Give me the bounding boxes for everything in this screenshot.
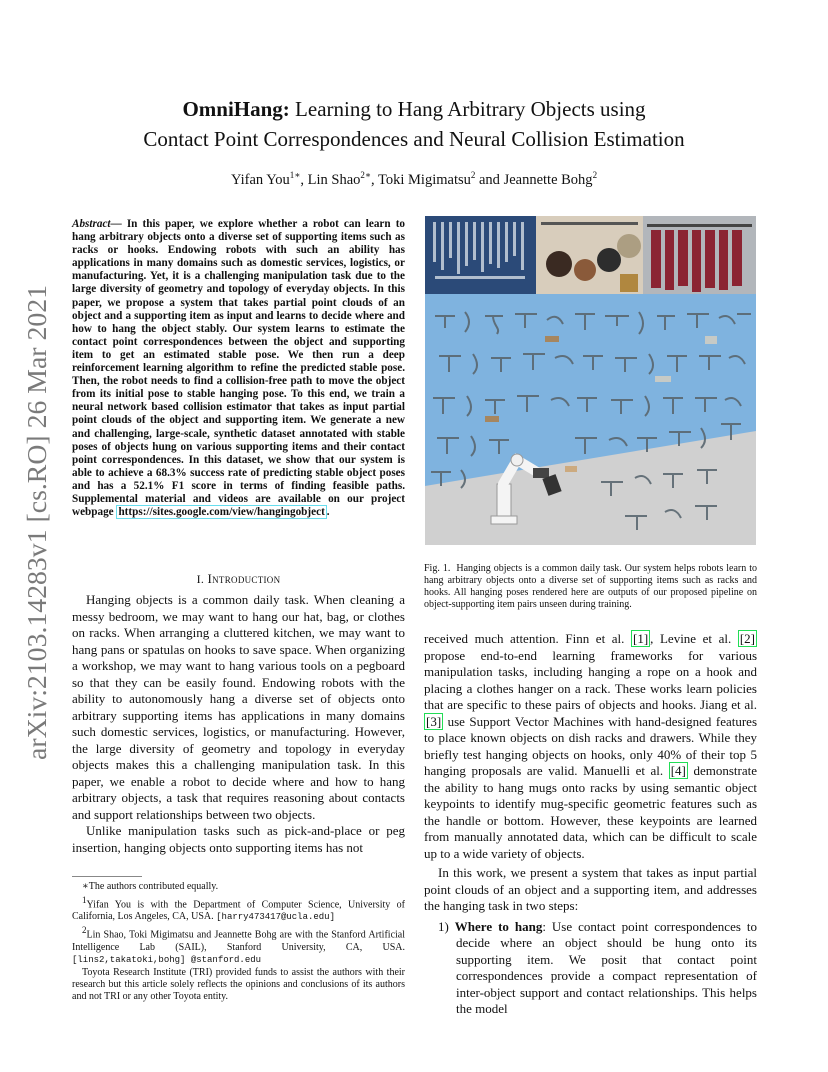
abstract-label: Abstract	[72, 218, 111, 230]
right-paragraph-2: In this work, we present a system that takes as input partial point clouds of an object and a supporting item, and addresses the hanging task in two steps:	[424, 865, 757, 913]
paper-title	[70, 94, 758, 154]
section-heading-introduction	[72, 571, 405, 587]
author-2-affil: 2∗	[360, 170, 372, 180]
footnote-1	[72, 894, 405, 923]
section-title: Introduction	[207, 571, 281, 586]
intro-paragraph-2: Unlike manipulation tasks such as pick-and-place or peg insertion, hanging objects onto supporting items has not	[72, 823, 405, 855]
author-2: Lin Shao	[307, 171, 361, 188]
footnote-2-text: Lin Shao, Toki Migimatsu and Jeannette Bohg are with the Stanford Artificial Intelligence Lab (SAIL), Stanford University, CA, USA.	[72, 929, 405, 953]
citation-4[interactable]: [4]	[670, 763, 686, 778]
abstract	[72, 218, 405, 519]
title-line1: Learning to Hang Arbitrary Objects using	[289, 97, 646, 121]
title-name: OmniHang:	[182, 97, 290, 121]
rp1-text-1: received much attention. Finn et al.	[424, 631, 631, 646]
title-line2: Contact Point Correspondences and Neural Collision Estimation	[143, 127, 685, 151]
footnotes	[72, 881, 405, 1004]
author-sep: ,	[371, 171, 379, 188]
citation-2[interactable]: [2]	[739, 631, 756, 646]
footnote-2-email: [lins2,takatoki,bohg] @stanford.edu	[72, 954, 262, 965]
abstract-dash: —	[110, 218, 127, 230]
section-number: I.	[196, 572, 208, 586]
author-list	[70, 170, 758, 189]
footnote-tri: Toyota Research Institute (TRI) provided funds to assist the authors with their research but this article solely reflects the opinions and conclusions of its authors and not TRI or any other Toyota entity.	[72, 966, 405, 1002]
author-and: and	[475, 171, 504, 188]
steps-list	[424, 919, 757, 1018]
citation-3[interactable]: [3]	[426, 713, 442, 729]
author-sep: ,	[300, 171, 308, 188]
rp1-text-4: use Support Vector Machines with hand-designed features to place known objects on dish racks and drawers. While they briefly test hanging objects on hooks, only 40% of their top 5 hanging proposals are valid. Manuelli et al.	[424, 713, 757, 778]
figure-1	[425, 216, 756, 545]
rp1-text-5: demonstrate the ability to hang mugs onto racks by using semantic object keypoints to identify mug-specific geometric features such as the handle or bottom. However, these keypoints are learned from manually annotated data, which can be difficult to scale up to a wide variety of objects.	[424, 763, 757, 861]
footnote-2	[72, 924, 405, 965]
project-webpage-link[interactable]: https://sites.google.com/view/hangingobject	[118, 506, 325, 519]
intro-left	[72, 592, 405, 856]
intro-paragraph-1: Hanging objects is a common daily task. When cleaning a messy bedroom, we may want to hang our hat, bag, or clothes on racks. When arranging a cluttered kitchen, we may want to hang pans or spatulas on hooks to save space. When organizing a workshop, we may want to hang various tools on a pegboard so that they can be easily found. Endowing robots with the ability to autonomously hang a diverse set of objects onto arbitrary supporting items has applications in many domains such domestic services, logistics, or manufacturing. However, the large diversity of geometry and topology in everyday objects makes this a challenging manipulation task. In this paper, we enable a robot to decide where and how to hang arbitrary objects, a task that requires reasoning about contacts and support relationships between two objects.	[72, 592, 405, 822]
caption-label: Fig. 1.	[424, 563, 451, 574]
step-number: 1)	[438, 918, 455, 934]
author-4: Jeannette Bohg	[503, 171, 593, 188]
author-3: Toki Migimatsu	[378, 171, 471, 188]
rp1-text-3: propose end-to-end learning frameworks for various manipulation tasks, including hanging a rope on a hook and placing a clothes hanger on a rack. These works learn policies that are specific to these pairs of objects and hooks. Jiang et al.	[424, 647, 757, 712]
right-paragraph-1	[424, 631, 757, 862]
author-4-affil: 2	[592, 170, 598, 180]
footnote-2-mark: 2	[82, 925, 87, 936]
caption-text: Hanging objects is a common daily task. Our system helps robots learn to hang arbitrary objects onto a diverse set of supporting items such as racks and hooks. All hanging poses rendered here are outputs of our proposed pipeline on object-supporting item pairs unseen during training.	[424, 563, 757, 610]
photo-strip	[425, 216, 756, 294]
figure-1-caption	[424, 563, 757, 611]
step-item	[424, 919, 757, 1018]
step-title: Where to hang	[454, 918, 543, 934]
arxiv-stamp	[4, 270, 64, 790]
abstract-end: .	[326, 506, 330, 519]
author-3-affil: 2	[470, 170, 476, 180]
footnote-1-email: [harry473417@ucla.edu]	[216, 912, 335, 923]
footnote-rule	[72, 876, 142, 877]
step-text: : Use contact point correspondences to decide where an object should be hung onto its supporting item. We posit that contact point correspondences provide a compact representation of inter-object support and contact relationships. This helps the model	[456, 918, 757, 1016]
abstract-text: In this paper, we explore whether a robot can learn to hang arbitrary objects onto a diverse set of supporting items such as racks or hooks. Endowing robots with such an ability has applications in many domains such as domestic services, logistics, or manufacturing. Yet, it is a challenging manipulation task due to the large diversity of geometry and topology of everyday objects. In this paper, we propose a system that takes partial point clouds of an object and a supporting item as input and learns to decide where and how to hang the object stably. Our system learns to estimate the contact point correspondences between the object and supporting item to get an estimated stable pose. We then run a deep reinforcement learning algorithm to refine the predicted stable pose. Then, the robot needs to find a collision-free path to move the object from its initial pose to stable hanging pose. To this end, we train a neural network based collision estimator that takes as input partial point clouds of the object and supporting item. We generate a new and challenging, large-scale, synthetic dataset annotated with stable poses of objects hung on various supporting items and their contact point correspondences. In this dataset, we show that our system is able to achieve a 68.3% success rate of predicting stable object poses and has a 52.1% F1 score in terms of finding feasible paths. Supplemental material and videos are available on our project webpage	[72, 218, 406, 519]
rp1-text-2: , Levine et al.	[650, 631, 738, 646]
intro-right	[424, 631, 757, 1018]
arxiv-id: arXiv:2103.14283v1 [cs.RO] 26 Mar 2021	[22, 298, 52, 760]
author-1: Yifan You	[230, 171, 290, 188]
footnote-1-text: Yifan You is with the Department of Computer Science, University of California, Los Angeles, CA, USA.	[72, 899, 405, 923]
citation-1[interactable]: [1]	[632, 631, 649, 646]
author-1-affil: 1∗	[289, 170, 301, 180]
footnote-1-mark: 1	[82, 895, 87, 905]
footnote-equal: ∗The authors contributed equally.	[82, 881, 219, 892]
